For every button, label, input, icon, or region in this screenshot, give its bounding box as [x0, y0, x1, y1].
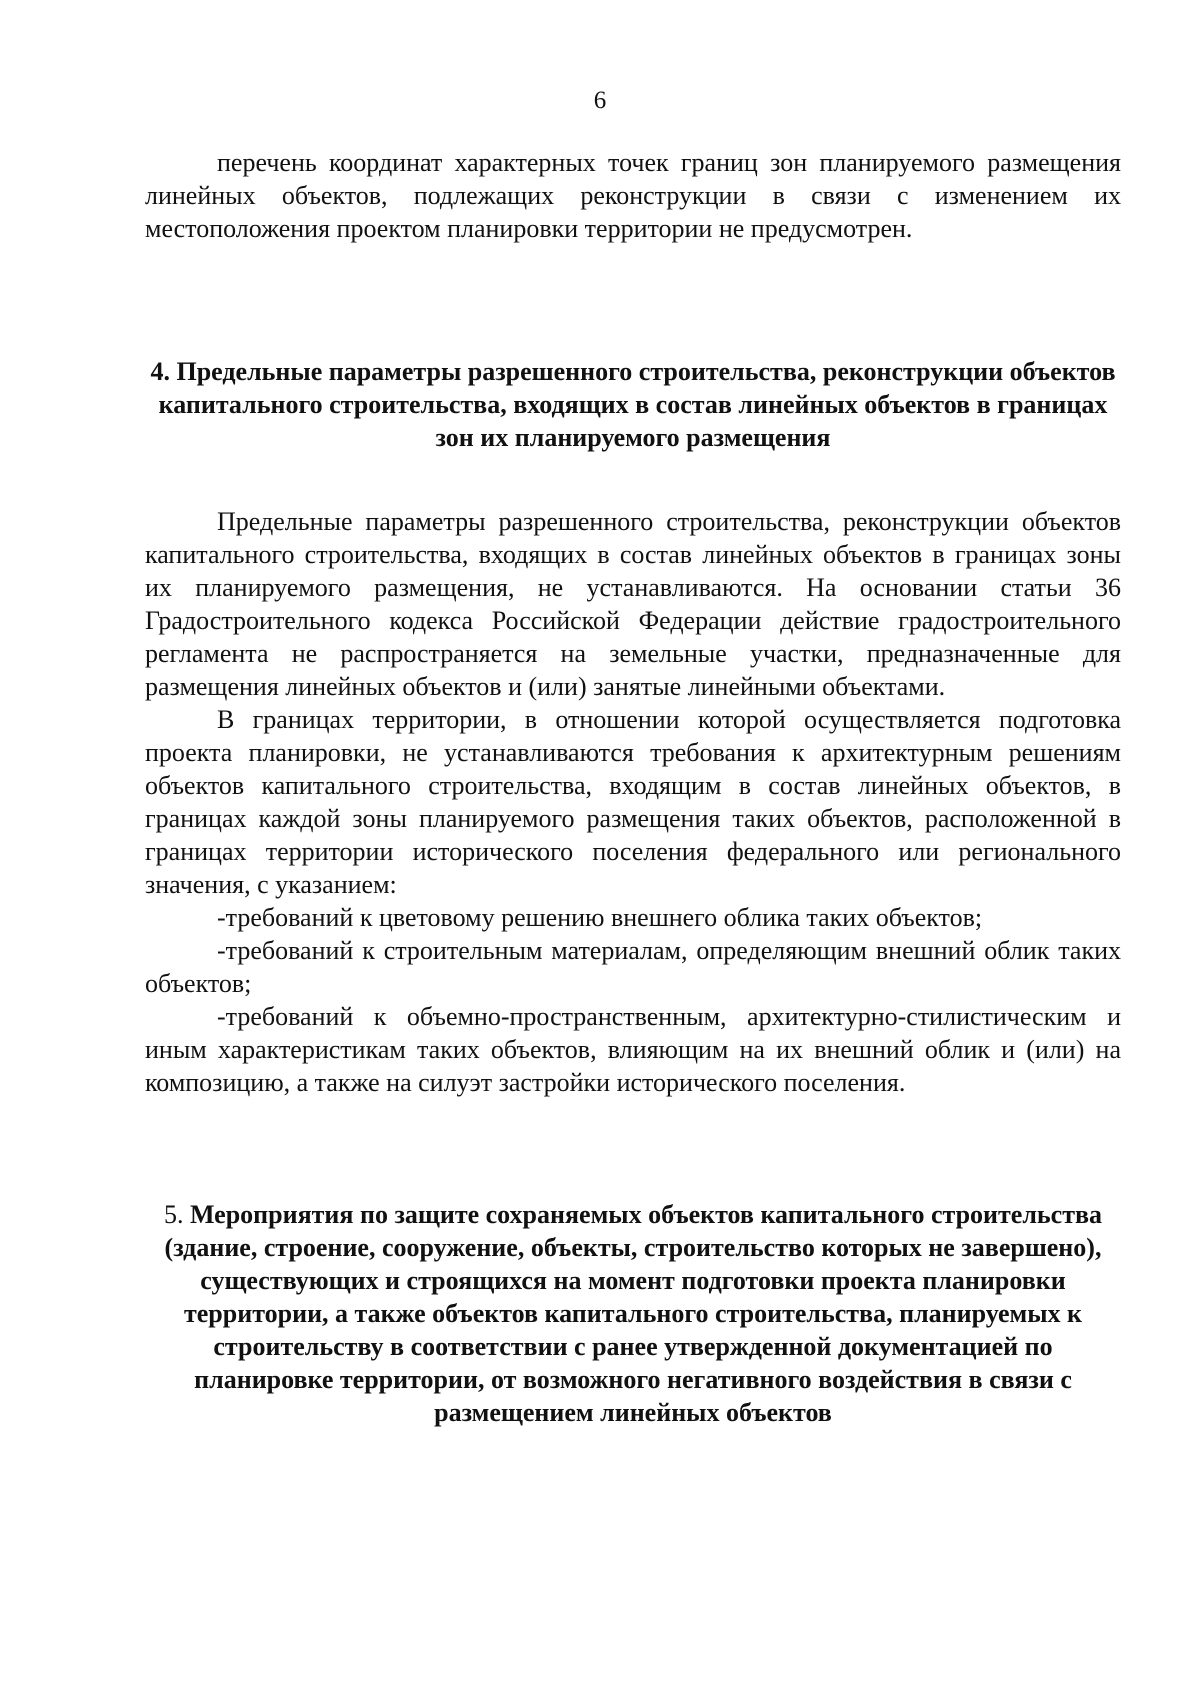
- page-number: 6: [593, 87, 607, 114]
- section-5-heading: [145, 1198, 1121, 1429]
- section-4-list-item: -требований к строительным материалам, определяющим внешний облик таких объектов;: [145, 936, 1121, 998]
- section-5-number: 5.: [163, 1200, 184, 1229]
- section-5-title: Мероприятия по защите сохраняемых объектов капитального строительства (здание, строение, сооружение, объекты, строительство которых не завершено), существующих и строящихся на момент подготовки проекта планировки территории, а также объектов капитального строительства, планируемых к строительству в соответствии с ранее утвержденной документацией по планировке территории, от возможного негативного воздействия в связи с размещением линейных объектов: [164, 1200, 1103, 1427]
- section-4-paragraph: В границах территории, в отношении которой осуществляется подготовка проекта планировки, не устанавливаются требования к архитектурным решениям объектов капитального строительства, входящим в состав линейных объектов, в границах каждой зоны планируемого размещения таких объектов, расположенной в границах территории исторического поселения федерального или регионального значения, с указанием:: [145, 705, 1121, 899]
- section-4-paragraph: Предельные параметры разрешенного строительства, реконструкции объектов капитального строительства, входящих в состав линейных объектов в границах зоны их планируемого размещения, не устанавливаются. На основании статьи 36 Градостроительного кодекса Российской Федерации действие градостроительного регламента не распространяется на земельные участки, предназначенные для размещения линейных объектов и (или) занятые линейными объектами.: [145, 507, 1121, 701]
- section-4-body: [145, 505, 1121, 1099]
- intro-paragraph: перечень координат характерных точек границ зон планируемого размещения линейных объектов, подлежащих реконструкции в связи с изменением их местоположения проектом планировки территории не предусмотрен.: [145, 148, 1121, 243]
- section-4-heading: 4. Предельные параметры разрешенного строительства, реконструкции объектов капитального строительства, входящих в состав линейных объектов в границах зон их планируемого размещения: [150, 357, 1116, 452]
- intro-block: [145, 146, 1121, 245]
- section-4-list-item: -требований к цветовому решению внешнего облика таких объектов;: [217, 903, 983, 932]
- section-4-list-item: -требований к объемно-пространственным, архитектурно-стилистическим и иным характеристикам таких объектов, влияющим на их внешний облик и (или) на композицию, а также на силуэт застройки исторического поселения.: [145, 1002, 1121, 1097]
